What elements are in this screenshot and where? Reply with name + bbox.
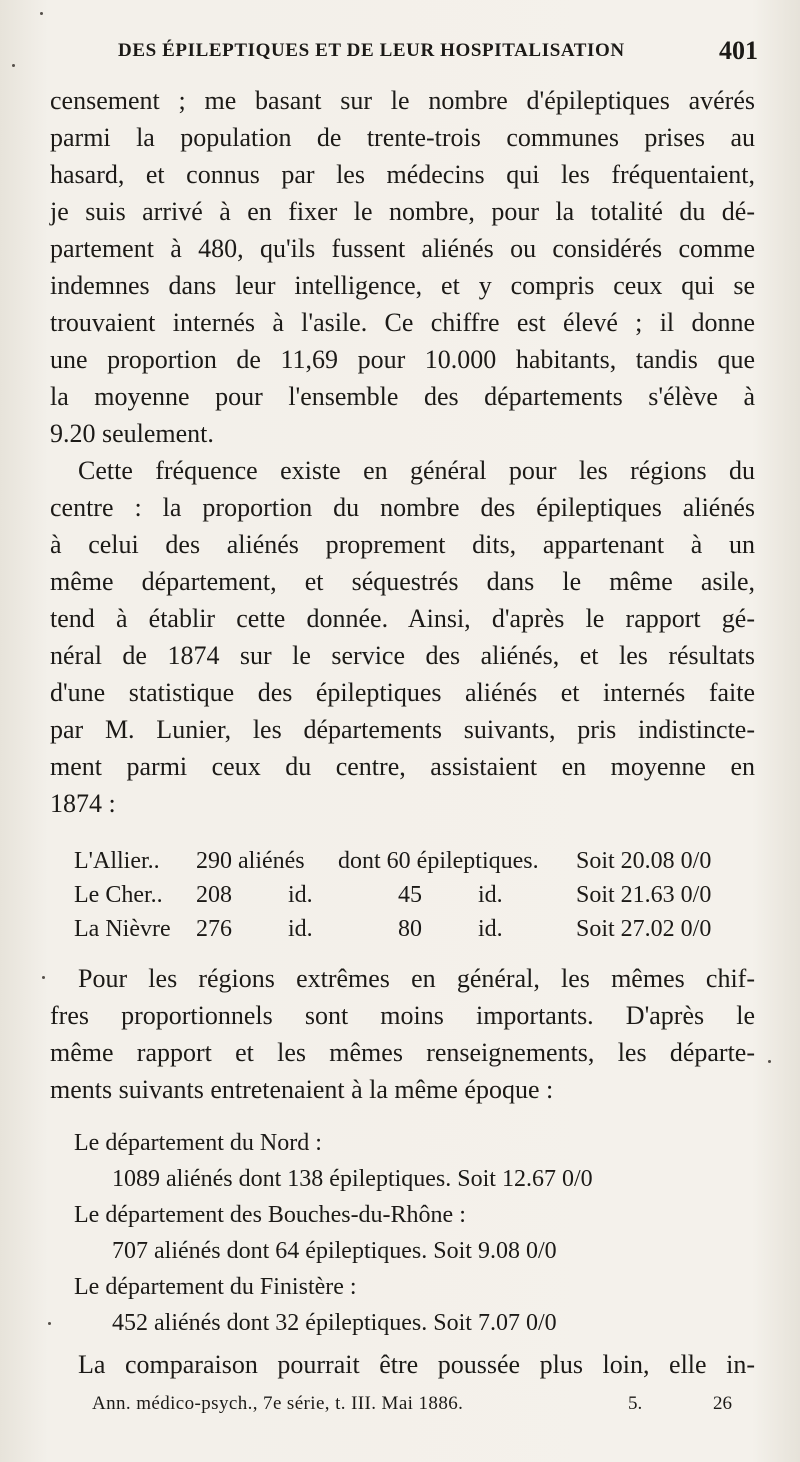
dept-heading: Le département du Finistère : (74, 1274, 357, 1300)
text-line: censement ; me basant sur le nombre d'épileptiques avérés (50, 86, 755, 115)
alienes-cell: 208 (196, 882, 232, 908)
running-title: DES ÉPILEPTIQUES ET DE LEUR HOSPITALISATION (118, 40, 625, 61)
text-line: d'une statistique des épileptiques aliénés et internés faite (50, 678, 755, 707)
epileptiques-cell: dont 60 épileptiques. (338, 848, 539, 874)
journal-citation: Ann. médico-psych., 7e série, t. III. Mai 1886. (92, 1393, 464, 1414)
id-cell: id. (478, 882, 503, 908)
text-line: centre : la proportion du nombre des épileptiques aliénés (50, 493, 755, 522)
alienes-cell: 290 aliénés (196, 848, 305, 874)
table-row (58, 848, 748, 882)
paragraph-4 (50, 1346, 755, 1383)
extreme-stats-list (74, 1130, 764, 1346)
table-row (58, 882, 748, 916)
dept-stat: 707 aliénés dont 64 épileptiques. Soit 9.08 0/0 (112, 1238, 557, 1264)
dept-heading: Le département du Nord : (74, 1130, 322, 1156)
soit-cell: Soit 20.08 0/0 (576, 848, 712, 874)
text-line: ment parmi ceux du centre, assistaient en moyenne en (50, 752, 755, 781)
paragraph-2 (50, 452, 755, 822)
text-line: à celui des aliénés proprement dits, appartenant à un (50, 530, 755, 559)
text-line: 9.20 seulement. (50, 419, 214, 448)
dept-cell: Le Cher.. (74, 882, 163, 908)
speck-mark (40, 12, 43, 15)
text-line: fres proportionnels sont moins importants. D'après le (50, 1001, 755, 1030)
center-stats-table (58, 848, 748, 950)
text-line: ments suivants entretenaient à la même époque : (50, 1075, 554, 1104)
signature-mark: 5. (628, 1393, 643, 1414)
text-line: par M. Lunier, les départements suivants, pris indistincte- (50, 715, 755, 744)
paragraph-1 (50, 82, 755, 452)
text-line: 1874 : (50, 789, 116, 818)
paragraph-3 (50, 960, 755, 1108)
epileptiques-cell: 80 (398, 916, 422, 942)
text-line: Pour les régions extrêmes en général, les mêmes chif- (78, 964, 755, 993)
id-cell: id. (288, 916, 313, 942)
text-line: hasard, et connus par les médecins qui les fréquentaient, (50, 160, 755, 189)
text-line: indemnes dans leur intelligence, et y compris ceux qui se (50, 271, 755, 300)
page-footer (92, 1393, 732, 1423)
text-line: je suis arrivé à en fixer le nombre, pour la totalité du dé- (50, 197, 755, 226)
text-line: partement à 480, qu'ils fussent aliénés ou considérés comme (50, 234, 755, 263)
text-line: même rapport et les mêmes renseignements, les départe- (50, 1038, 755, 1067)
dept-stat: 452 aliénés dont 32 épileptiques. Soit 7.07 0/0 (112, 1310, 557, 1336)
dept-stat: 1089 aliénés dont 138 épileptiques. Soit 12.67 0/0 (112, 1166, 593, 1192)
text-line: la moyenne pour l'ensemble des départements s'élève à (50, 382, 755, 411)
speck-mark (768, 1060, 771, 1063)
epileptiques-cell: 45 (398, 882, 422, 908)
page-number: 401 (719, 36, 758, 65)
dept-cell: La Nièvre (74, 916, 171, 942)
text-line: une proportion de 11,69 pour 10.000 habitants, tandis que (50, 345, 755, 374)
table-row (58, 916, 748, 950)
text-line: parmi la population de trente-trois communes prises au (50, 123, 755, 152)
running-head (118, 38, 758, 68)
text-line: tend à établir cette donnée. Ainsi, d'après le rapport gé- (50, 604, 755, 633)
text-line: trouvaient internés à l'asile. Ce chiffre est élevé ; il donne (50, 308, 755, 337)
soit-cell: Soit 27.02 0/0 (576, 916, 712, 942)
id-cell: id. (288, 882, 313, 908)
text-line: néral de 1874 sur le service des aliénés, et les résultats (50, 641, 755, 670)
id-cell: id. (478, 916, 503, 942)
text-line: La comparaison pourrait être poussée plus loin, elle in- (78, 1350, 755, 1379)
speck-mark (12, 64, 15, 67)
sheet-number: 26 (713, 1393, 732, 1414)
text-line: même département, et séquestrés dans le même asile, (50, 567, 755, 596)
alienes-cell: 276 (196, 916, 232, 942)
speck-mark (42, 976, 45, 979)
dept-heading: Le département des Bouches-du-Rhône : (74, 1202, 466, 1228)
text-line: Cette fréquence existe en général pour les régions du (78, 456, 755, 485)
speck-mark (48, 1322, 51, 1325)
soit-cell: Soit 21.63 0/0 (576, 882, 712, 908)
dept-cell: L'Allier.. (74, 848, 160, 874)
